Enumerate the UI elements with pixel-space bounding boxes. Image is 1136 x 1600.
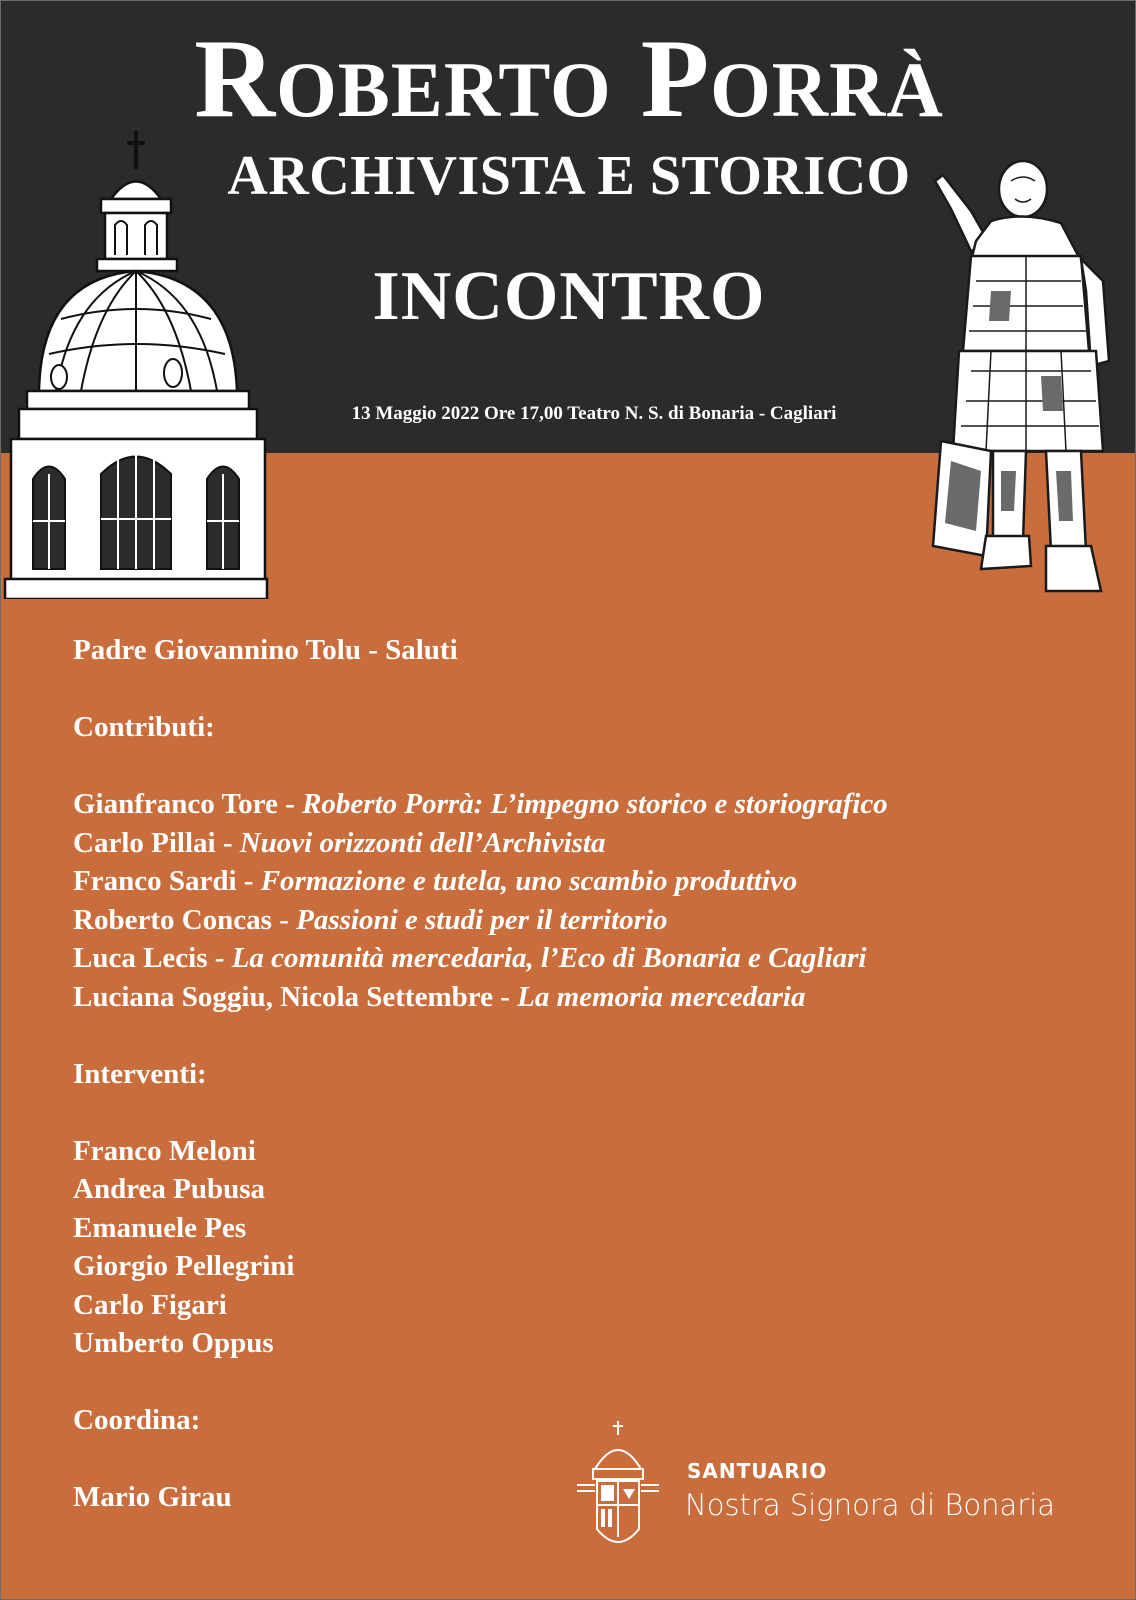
sanctuary-name: Nostra Signora di Bonaria: [685, 1488, 1056, 1522]
poster-title: Roberto Porrà: [194, 17, 944, 141]
contribution-item: [73, 978, 1113, 1017]
intervention-speaker: Franco Meloni: [73, 1134, 256, 1167]
contribution-speaker: Carlo Pillai -: [73, 826, 240, 859]
contribution-title: Formazione e tutela, uno scambio produttivo: [260, 865, 798, 897]
contribution-item: [73, 785, 1113, 824]
intervention-speaker: Andrea Pubusa: [73, 1173, 266, 1205]
contribution-title: Nuovi orizzonti dell’Archivista: [239, 826, 606, 859]
sanctuary-label: SANTUARIO: [687, 1459, 828, 1483]
contribution-item: [73, 862, 1113, 901]
event-label: INCONTRO: [372, 258, 766, 335]
coordinator-heading: Coordina:: [73, 1404, 201, 1436]
contributions-heading: Contributi:: [73, 711, 215, 743]
coat-of-arms-icon: [573, 1419, 663, 1559]
welcome-line: Padre Giovannino Tolu - Saluti: [73, 634, 458, 666]
contribution-title: La comunità mercedaria, l’Eco di Bonaria e Cagliari: [231, 942, 867, 974]
intervention-speaker: Giorgio Pellegrini: [73, 1250, 295, 1282]
contribution-title: Roberto Porrà: L’impegno storico e storiografico: [302, 788, 888, 820]
contribution-item: [73, 824, 1113, 863]
sanctuary-logo: [573, 1419, 1093, 1559]
contribution-speaker: Franco Sardi -: [73, 865, 261, 897]
contribution-item: [73, 901, 1113, 940]
intervention-speaker: Carlo Figari: [73, 1288, 227, 1321]
contribution-speaker: Roberto Concas -: [73, 903, 297, 936]
contribution-title: La memoria mercedaria: [517, 980, 806, 1013]
contribution-speaker: Luca Lecis -: [73, 942, 232, 974]
event-date-place: 13 Maggio 2022 Ore 17,00 Teatro N. S. di Bonaria - Cagliari: [351, 403, 837, 424]
basilica-dome-illustration: [1, 129, 273, 599]
contribution-title: Passioni e studi per il territorio: [296, 903, 668, 936]
program: [73, 631, 1113, 1517]
intervention-speaker: Emanuele Pes: [73, 1211, 247, 1244]
contribution-item: [73, 939, 1113, 978]
interventions-heading: Interventi:: [73, 1057, 207, 1090]
contribution-speaker: Luciana Soggiu, Nicola Settembre -: [73, 980, 518, 1013]
statue-illustration: [931, 151, 1131, 601]
coordinator-name: Mario Girau: [73, 1481, 232, 1513]
intervention-speaker: Umberto Oppus: [73, 1327, 274, 1359]
contribution-speaker: Gianfranco Tore -: [73, 788, 303, 820]
poster-subtitle: ARCHIVISTA E STORICO: [227, 145, 911, 207]
